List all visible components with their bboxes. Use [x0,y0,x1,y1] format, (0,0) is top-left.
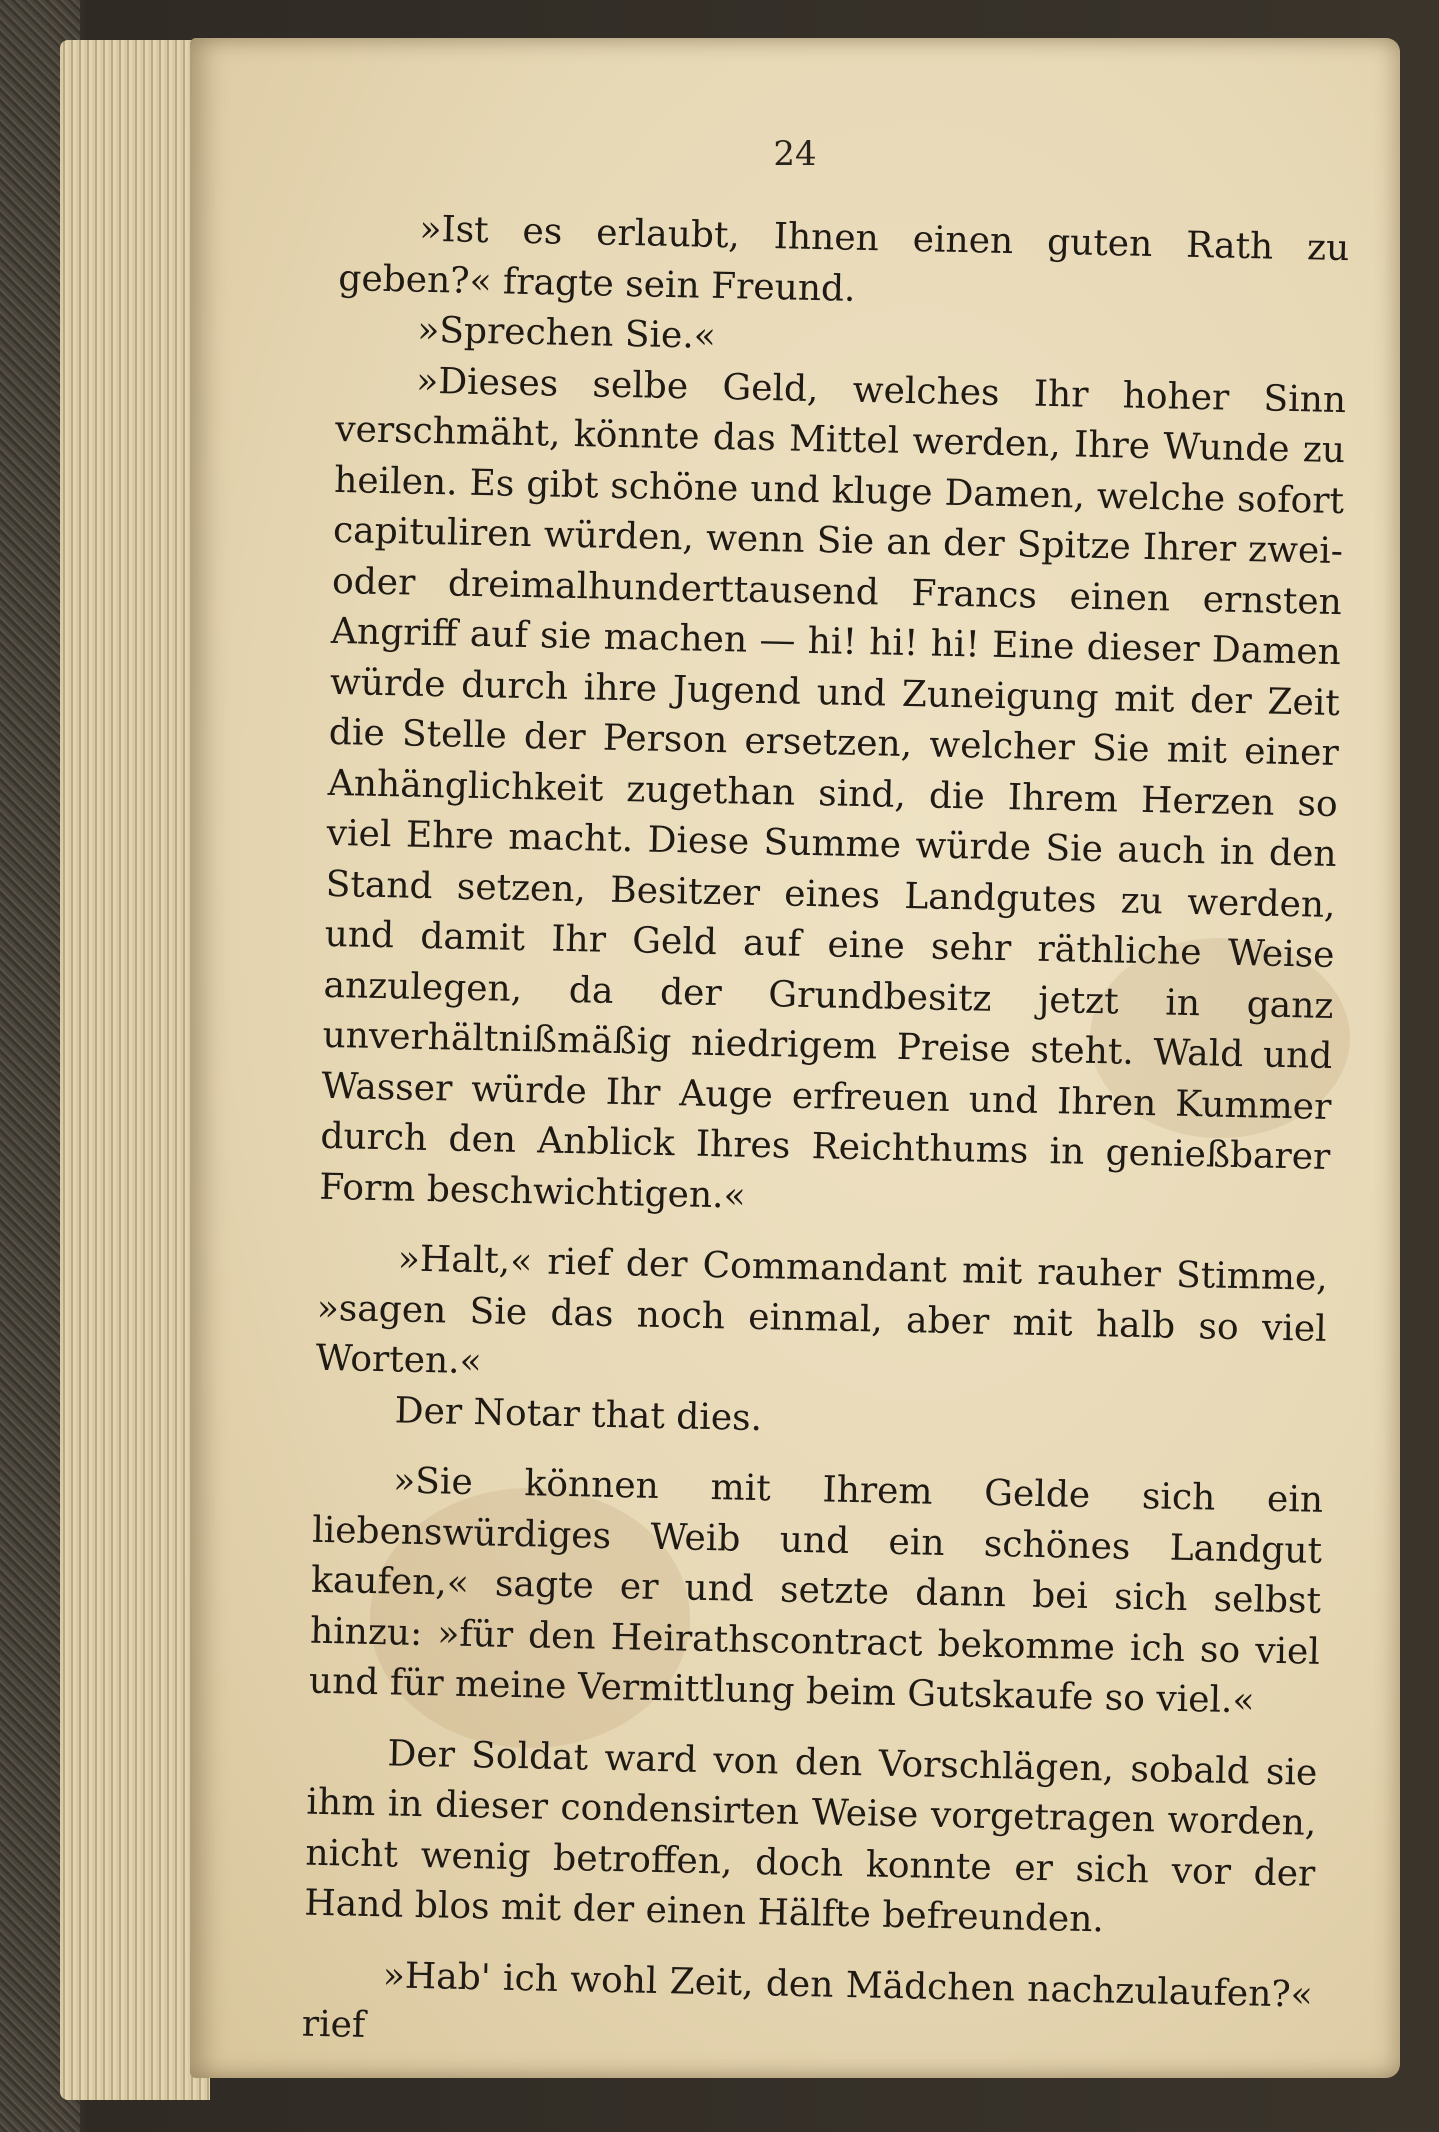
page-number: 24 [773,134,817,174]
paragraph: Der Soldat ward von den Vorschlägen, sobald sie ihm in dieser condensirten Weise vorgetragen worden, nicht wenig betroffen, doch konnte er sich vor der Hand blos mit der einen Hälfte befreunden. [303,1732,1318,1941]
paragraph: »Sie können mit Ihrem Gelde sich ein liebenswürdiges Weib und ein schönes Landgut kaufen,« sagte er und setzte dann bei sich selbst hinzu: »für den Heirathscontract bekomme ich so viel und für meine Vermittlung beim Gutskaufe so viel.« [308,1460,1324,1722]
book-page [190,38,1400,2078]
paragraph: »Dieses selbe Geld, welches Ihr hoher Sinn verschmäht, könnte das Mittel werden, Ihre Wunde zu heilen. Es gibt schöne und kluge Damen, welche sofort capituliren würden, wenn Sie an der Spitze Ihrer zwei- oder dreimalhunderttausend Francs einen ernsten Angriff auf sie machen — hi! hi! hi! Eine dieser Damen würde durch ihre Jugend und Zuneigung mit der Zeit die Stelle der Person ersetzen, welcher Sie mit einer Anhänglichkeit zugethan sind, die Ihrem Herzen so viel Ehre macht. Diese Summe würde Sie auch in den Stand setzen, Besitzer eines Landgutes zu werden, und damit Ihr Geld auf eine sehr räthliche Weise anzulegen, da der Grundbesitz jetzt in ganz unverhältnißmäßig niedrigem Preise steht. Wald und Wasser würde Ihr Auge erfreuen und Ihren Kummer durch den Anblick Ihres Reichthums in genießbarer Form beschwichtigen.« [318,360,1347,1217]
paragraph: Der Notar that dies. [394,1389,763,1439]
page-stack-edges [60,40,210,2100]
paragraph: »Halt,« rief der Commandant mit rauher Stimme, »sagen Sie das noch einmal, aber mit halb so viel Worten.« [315,1238,1329,1383]
body-text [301,203,1349,2071]
paragraph: »Sprechen Sie.« [416,309,717,357]
paragraph: »Hab' ich wohl Zeit, den Mädchen nachzulaufen?« rief [301,1954,1314,2046]
paragraph: »Ist es erlaubt, Ihnen einen guten Rath zu geben?« fragte sein Freund. [338,208,1350,310]
